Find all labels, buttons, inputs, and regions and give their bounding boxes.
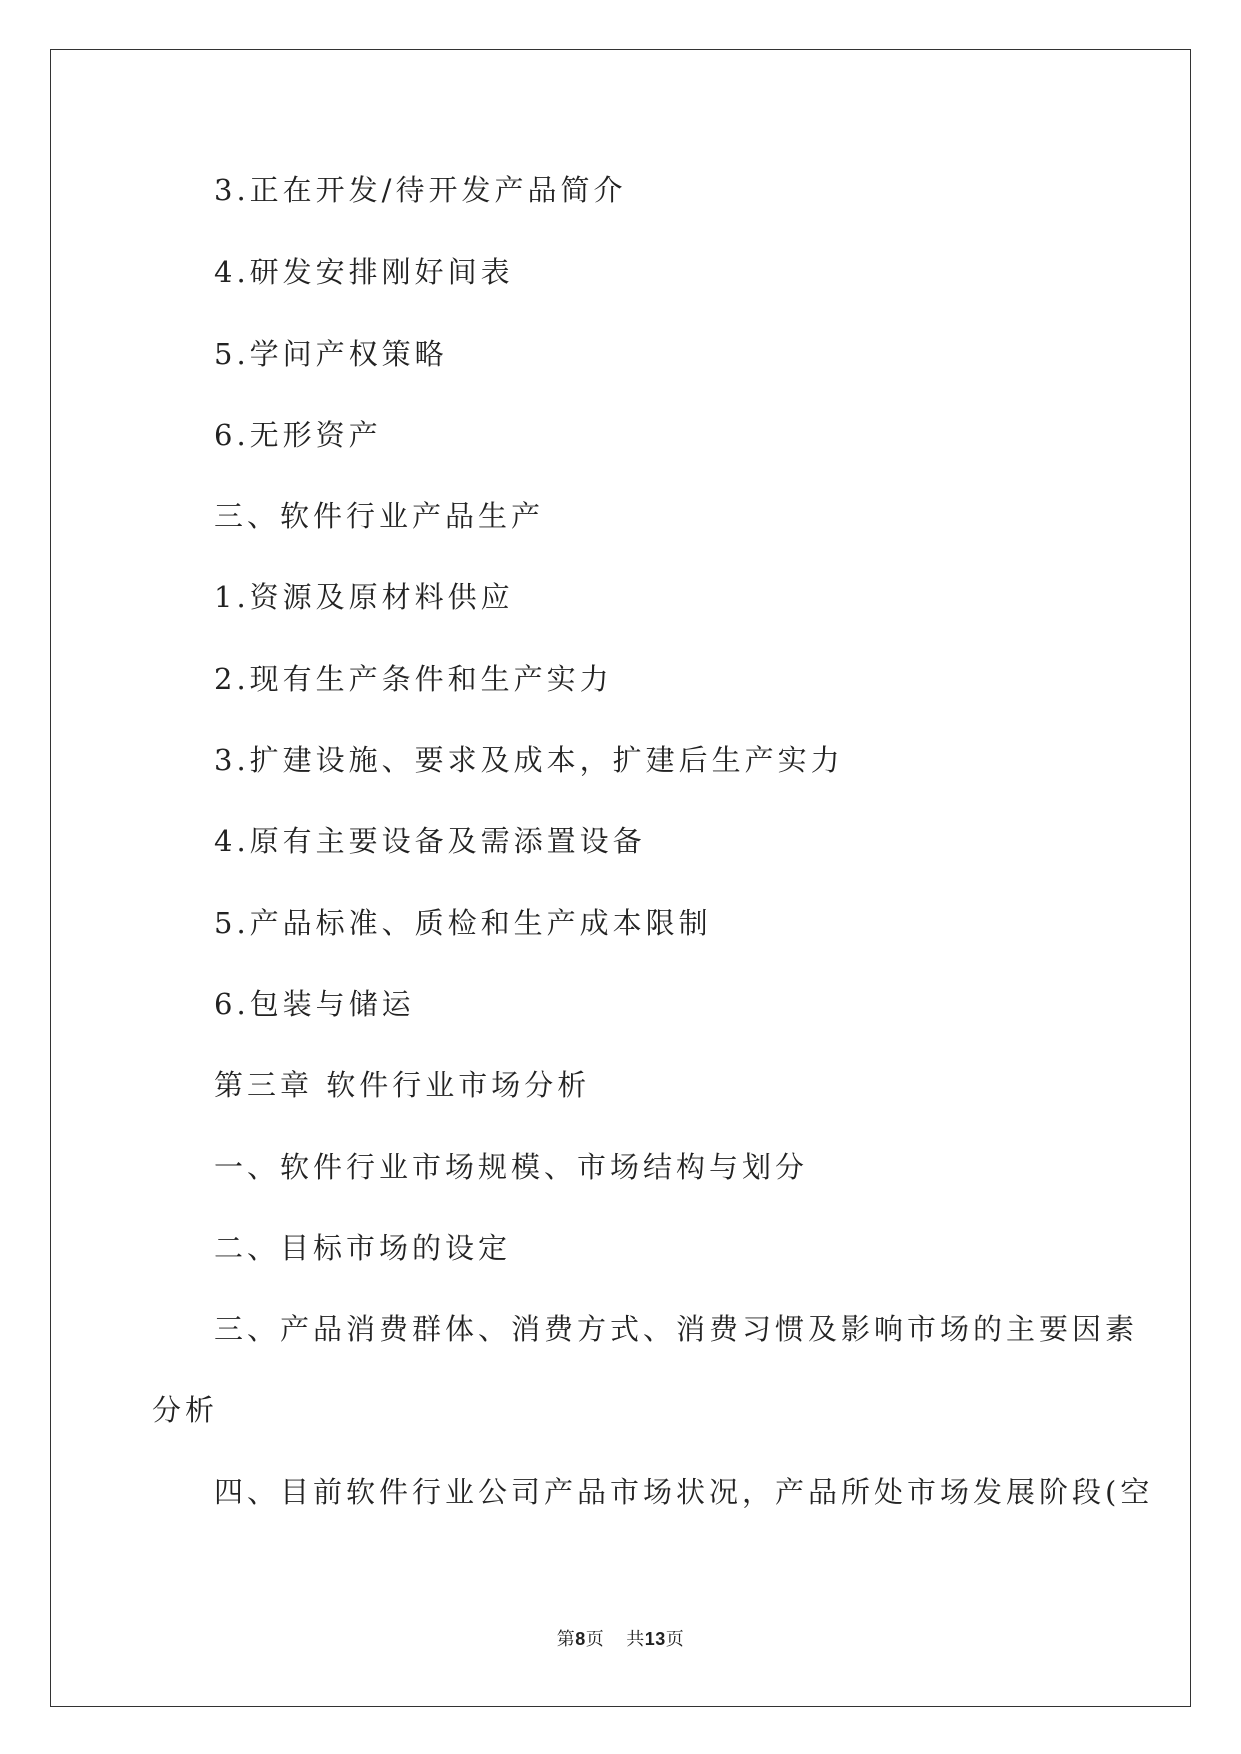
footer-prefix: 第 xyxy=(556,1629,576,1650)
section-heading: 四、目前软件行业公司产品市场状况，产品所处市场发展阶段(空 xyxy=(214,1475,1154,1509)
body-line: 4.研发安排刚好间表 xyxy=(214,255,514,289)
section-heading: 三、产品消费群体、消费方式、消费习惯及影响市场的主要因素 xyxy=(214,1312,1139,1346)
section-heading: 二、目标市场的设定 xyxy=(214,1231,512,1265)
chapter-heading: 第三章 软件行业市场分析 xyxy=(214,1068,591,1102)
section-heading: 三、软件行业产品生产 xyxy=(214,499,545,533)
body-line: 1.资源及原材料供应 xyxy=(214,580,514,614)
footer-total-prefix: 共 xyxy=(626,1629,645,1650)
footer-total-label: 页 xyxy=(665,1629,685,1650)
body-line: 6.包装与储运 xyxy=(214,987,415,1021)
total-pages-number: 13 xyxy=(644,1629,666,1649)
page-footer xyxy=(0,1630,1241,1649)
body-line: 3.扩建设施、要求及成本，扩建后生产实力 xyxy=(214,743,844,777)
body-line-continuation: 分析 xyxy=(152,1393,219,1427)
footer-page-label: 页 xyxy=(585,1629,605,1650)
page-border xyxy=(50,49,1191,1707)
body-line: 2.现有生产条件和生产实力 xyxy=(214,662,613,696)
body-line: 4.原有主要设备及需添置设备 xyxy=(214,824,646,858)
body-line: 6.无形资产 xyxy=(214,418,382,452)
body-line: 3.正在开发/待开发产品简介 xyxy=(214,173,627,207)
body-line: 5.产品标准、质检和生产成本限制 xyxy=(214,906,712,940)
body-line: 5.学问产权策略 xyxy=(214,337,448,371)
current-page-number: 8 xyxy=(575,1629,586,1649)
section-heading: 一、软件行业市场规模、市场结构与划分 xyxy=(214,1150,809,1184)
